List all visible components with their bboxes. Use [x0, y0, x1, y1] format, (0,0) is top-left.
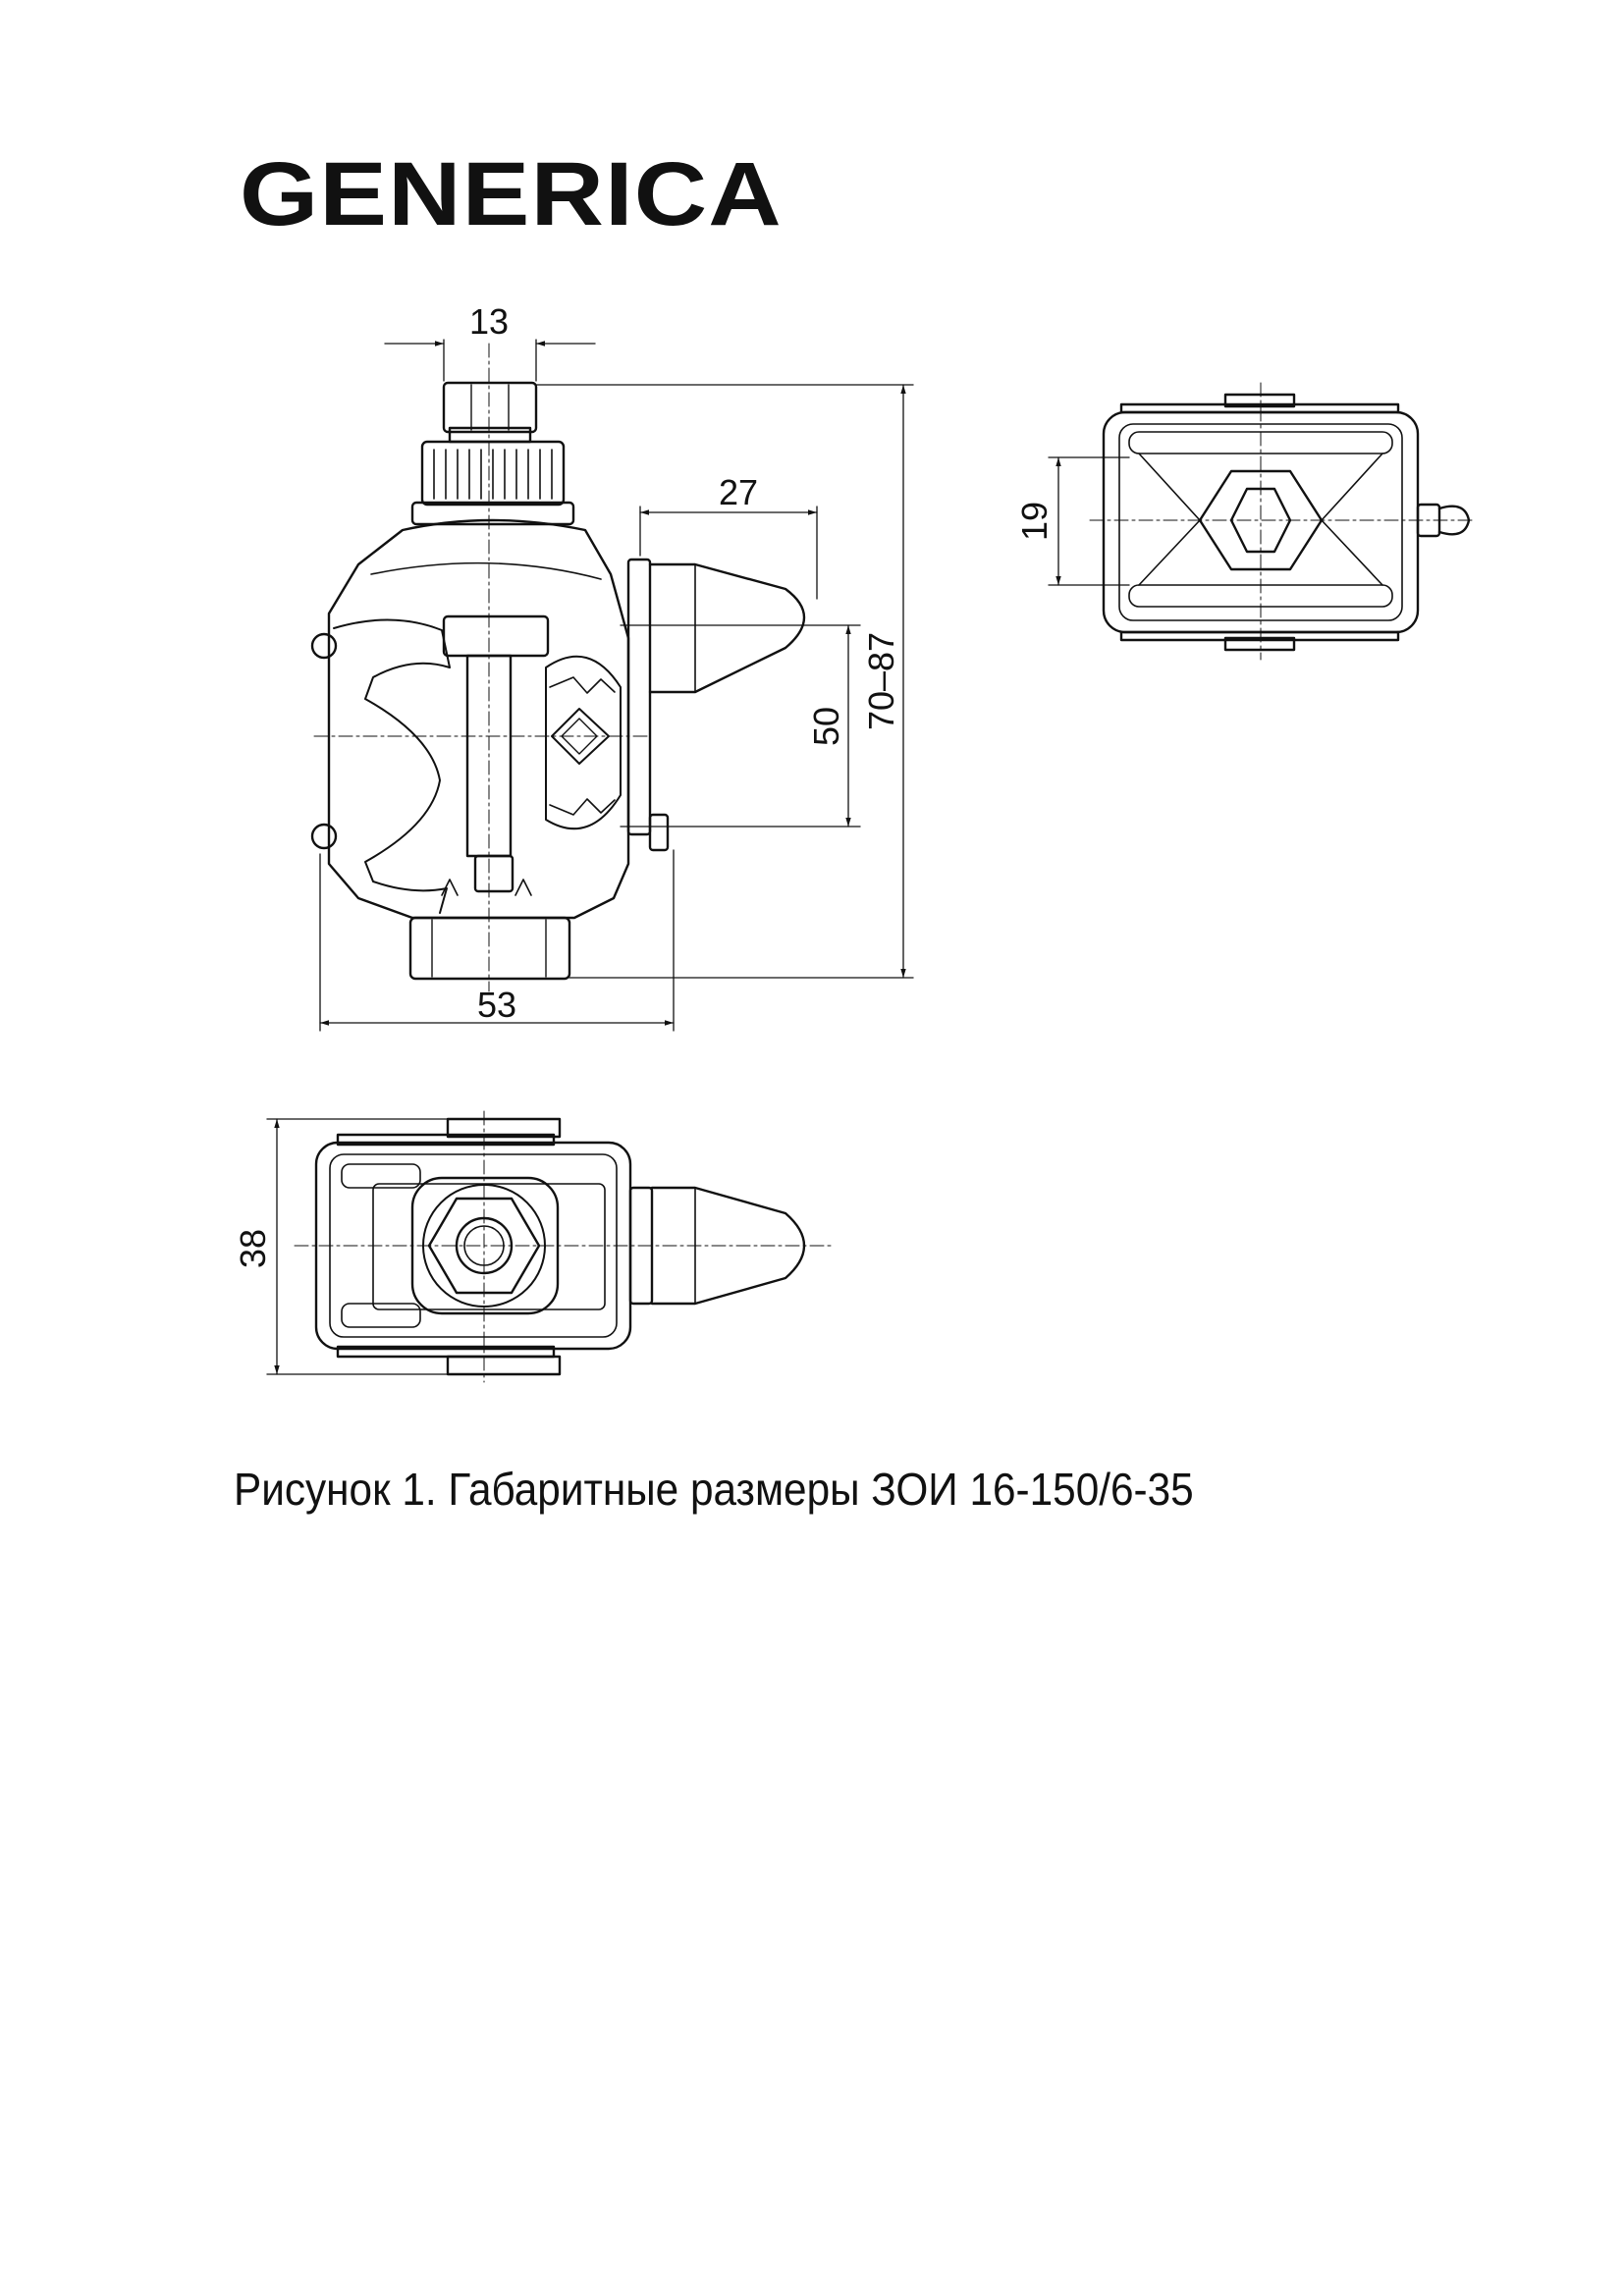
- top-view-dimensions: [1049, 457, 1129, 585]
- dim-label-13: 13: [468, 301, 510, 342]
- bottom-view-dimensions: [267, 1119, 448, 1374]
- top-view: [1090, 383, 1473, 660]
- dim-label-38: 38: [233, 1228, 273, 1269]
- dim-label-27: 27: [718, 472, 759, 512]
- bottom-view: [295, 1111, 835, 1382]
- dim-label-53: 53: [476, 985, 517, 1025]
- figure-caption: Рисунок 1. Габаритные размеры ЗОИ 16-150/6-35: [234, 1464, 1194, 1515]
- brand-logo: GENERICA: [240, 144, 783, 244]
- dim-label-50: 50: [806, 706, 846, 747]
- dim-label-19: 19: [1014, 501, 1055, 542]
- front-view: [312, 344, 804, 991]
- front-view-dimensions: [320, 340, 913, 1031]
- dim-label-70-87: 70–87: [861, 631, 901, 731]
